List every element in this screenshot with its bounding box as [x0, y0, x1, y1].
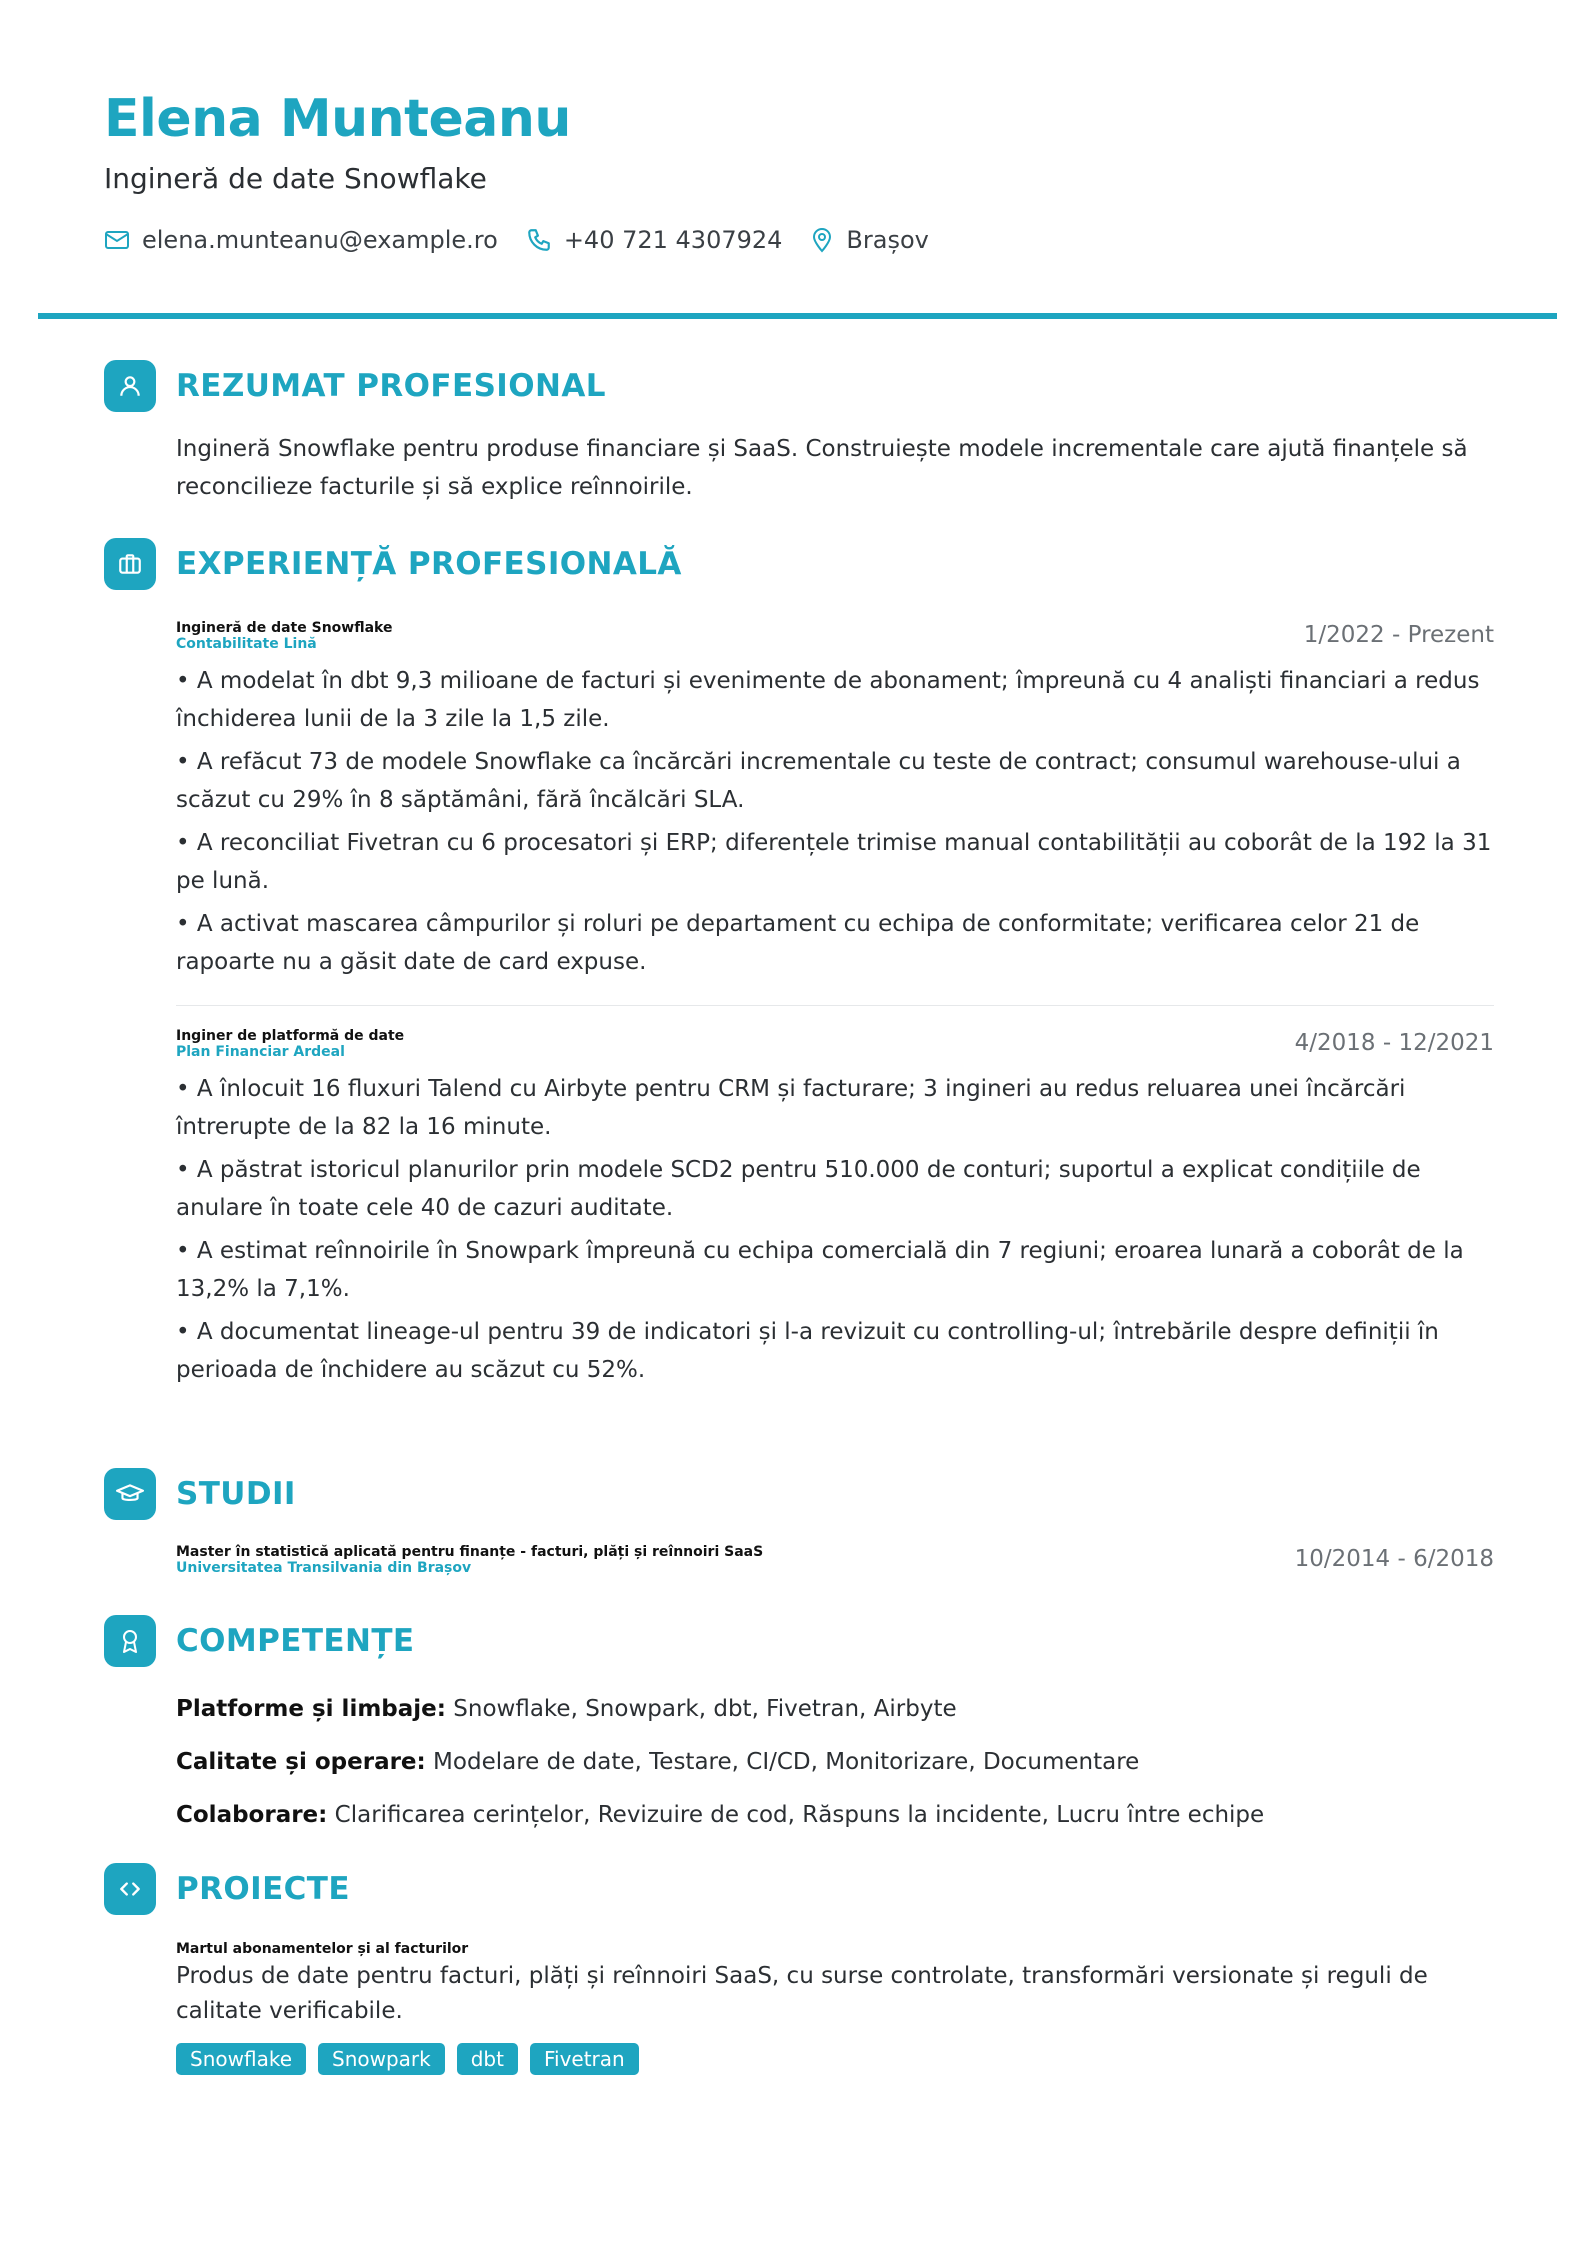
resume-header	[104, 84, 1484, 254]
education-entry	[176, 1544, 1494, 1576]
project-description: Produs de date pentru facturi, plăți și reînnoiri SaaS, cu surse controlate, transformări versionate și reguli de calitate verificabile.	[176, 1963, 1428, 2024]
education-title: STUDII	[176, 1476, 296, 1512]
skill-label: Colaborare:	[176, 1802, 328, 1828]
code-icon	[104, 1863, 156, 1915]
phone-icon	[526, 227, 552, 253]
phone-text: +40 721 4307924	[563, 226, 783, 254]
bullet-item: • A păstrat istoricul planurilor prin modele SCD2 pentru 510.000 de conturi; suportul a explicat condițiile de anulare în toate cele 40 de cazuri auditate.	[176, 1157, 1421, 1221]
education-dates: 10/2014 - 6/2018	[1294, 1546, 1494, 1572]
skill-group	[176, 1799, 1494, 1831]
job-entry	[176, 1028, 1494, 1389]
school: Universitatea Transilvania din Brașov	[176, 1560, 472, 1576]
award-icon	[104, 1615, 156, 1667]
contact-email[interactable]	[104, 226, 498, 254]
experience-title: EXPERIENȚĂ PROFESIONALĂ	[176, 546, 682, 582]
bullet-item: • A documentat lineage-ul pentru 39 de indicatori și l-a revizuit cu controlling-ul; întrebările despre definiții în perioada de închidere au scăzut cu 52%.	[176, 1319, 1439, 1383]
location-text: Brașov	[846, 226, 929, 254]
skill-label: Platforme și limbaje:	[176, 1696, 446, 1722]
project-tags	[176, 2043, 1494, 2075]
bullet-item: • A activat mascarea câmpurilor și roluri pe departament cu echipa de conformitate; verificarea celor 21 de rapoarte nu a găsit date de card expuse.	[176, 911, 1420, 975]
experience-section	[104, 538, 1494, 1394]
job-entry	[176, 620, 1494, 981]
tech-tag: Fivetran	[530, 2043, 639, 2075]
job-company: Plan Financiar Ardeal	[176, 1044, 345, 1060]
contact-row	[104, 226, 1484, 254]
bullet-item: • A refăcut 73 de modele Snowflake ca încărcări incrementale cu teste de contract; consumul warehouse-ului a scăzut cu 29% în 8 săptămâni, fără încălcări SLA.	[176, 749, 1461, 813]
skill-values: Clarificarea cerințelor, Revizuire de cod, Răspuns la incidente, Lucru între echipe	[334, 1802, 1265, 1828]
projects-section	[104, 1863, 1494, 2075]
summary-text: Ingineră Snowflake pentru produse financiare și SaaS. Construiește modele incrementale care ajută finanțele să reconcilieze facturile și să explice reînnoirile.	[176, 436, 1468, 500]
entry-divider	[176, 1005, 1494, 1006]
education-section	[104, 1468, 1494, 1576]
job-dates: 1/2022 - Prezent	[1303, 622, 1494, 648]
degree: Master în statistică aplicată pentru finanțe - facturi, plăți și reînnoiri SaaS	[176, 1544, 764, 1560]
skill-group	[176, 1746, 1494, 1778]
candidate-title: Ingineră de date Snowflake	[104, 162, 487, 195]
mail-icon	[104, 229, 130, 251]
job-role: Ingineră de date Snowflake	[176, 620, 393, 636]
skill-label: Calitate și operare:	[176, 1749, 426, 1775]
bullet-item: • A înlocuit 16 fluxuri Talend cu Airbyte pentru CRM și facturare; 3 ingineri au redus reluarea unei încărcări întrerupte de la 82 la 16 minute.	[176, 1076, 1406, 1140]
projects-title: PROIECTE	[176, 1871, 350, 1907]
contact-phone[interactable]	[526, 226, 783, 254]
job-dates: 4/2018 - 12/2021	[1294, 1030, 1494, 1056]
job-bullets	[176, 1070, 1494, 1389]
graduation-cap-icon	[104, 1468, 156, 1520]
job-role: Inginer de platformă de date	[176, 1028, 405, 1044]
email-text: elena.munteanu@example.ro	[142, 226, 498, 254]
skill-values: Snowflake, Snowpark, dbt, Fivetran, Airbyte	[453, 1696, 957, 1722]
tech-tag: Snowpark	[318, 2043, 445, 2075]
summary-section	[104, 360, 1494, 506]
job-bullets	[176, 662, 1494, 981]
bullet-item: • A reconciliat Fivetran cu 6 procesatori și ERP; diferențele trimise manual contabilității au coborât de la 192 la 31 pe lună.	[176, 830, 1492, 894]
summary-title: REZUMAT PROFESIONAL	[176, 368, 606, 404]
skills-title: COMPETENȚE	[176, 1623, 415, 1659]
tech-tag: Snowflake	[176, 2043, 306, 2075]
user-icon	[104, 360, 156, 412]
project-entry	[176, 1941, 1494, 2075]
contact-location	[810, 226, 928, 254]
project-name: Martul abonamentelor și al facturilor	[176, 1941, 469, 1957]
skill-group	[176, 1693, 1494, 1725]
bullet-item: • A modelat în dbt 9,3 milioane de facturi și evenimente de abonament; împreună cu 4 analiști financiari a redus închiderea lunii de la 3 zile la 1,5 zile.	[176, 668, 1480, 732]
briefcase-icon	[104, 538, 156, 590]
map-pin-icon	[810, 227, 834, 253]
header-divider	[38, 313, 1557, 319]
skills-section	[104, 1615, 1494, 1852]
job-company: Contabilitate Lină	[176, 636, 317, 652]
tech-tag: dbt	[457, 2043, 518, 2075]
skill-values: Modelare de date, Testare, CI/CD, Monitorizare, Documentare	[433, 1749, 1140, 1775]
candidate-name: Elena Munteanu	[104, 89, 571, 149]
bullet-item: • A estimat reînnoirile în Snowpark împreună cu echipa comercială din 7 regiuni; eroarea lunară a coborât de la 13,2% la 7,1%.	[176, 1238, 1464, 1302]
